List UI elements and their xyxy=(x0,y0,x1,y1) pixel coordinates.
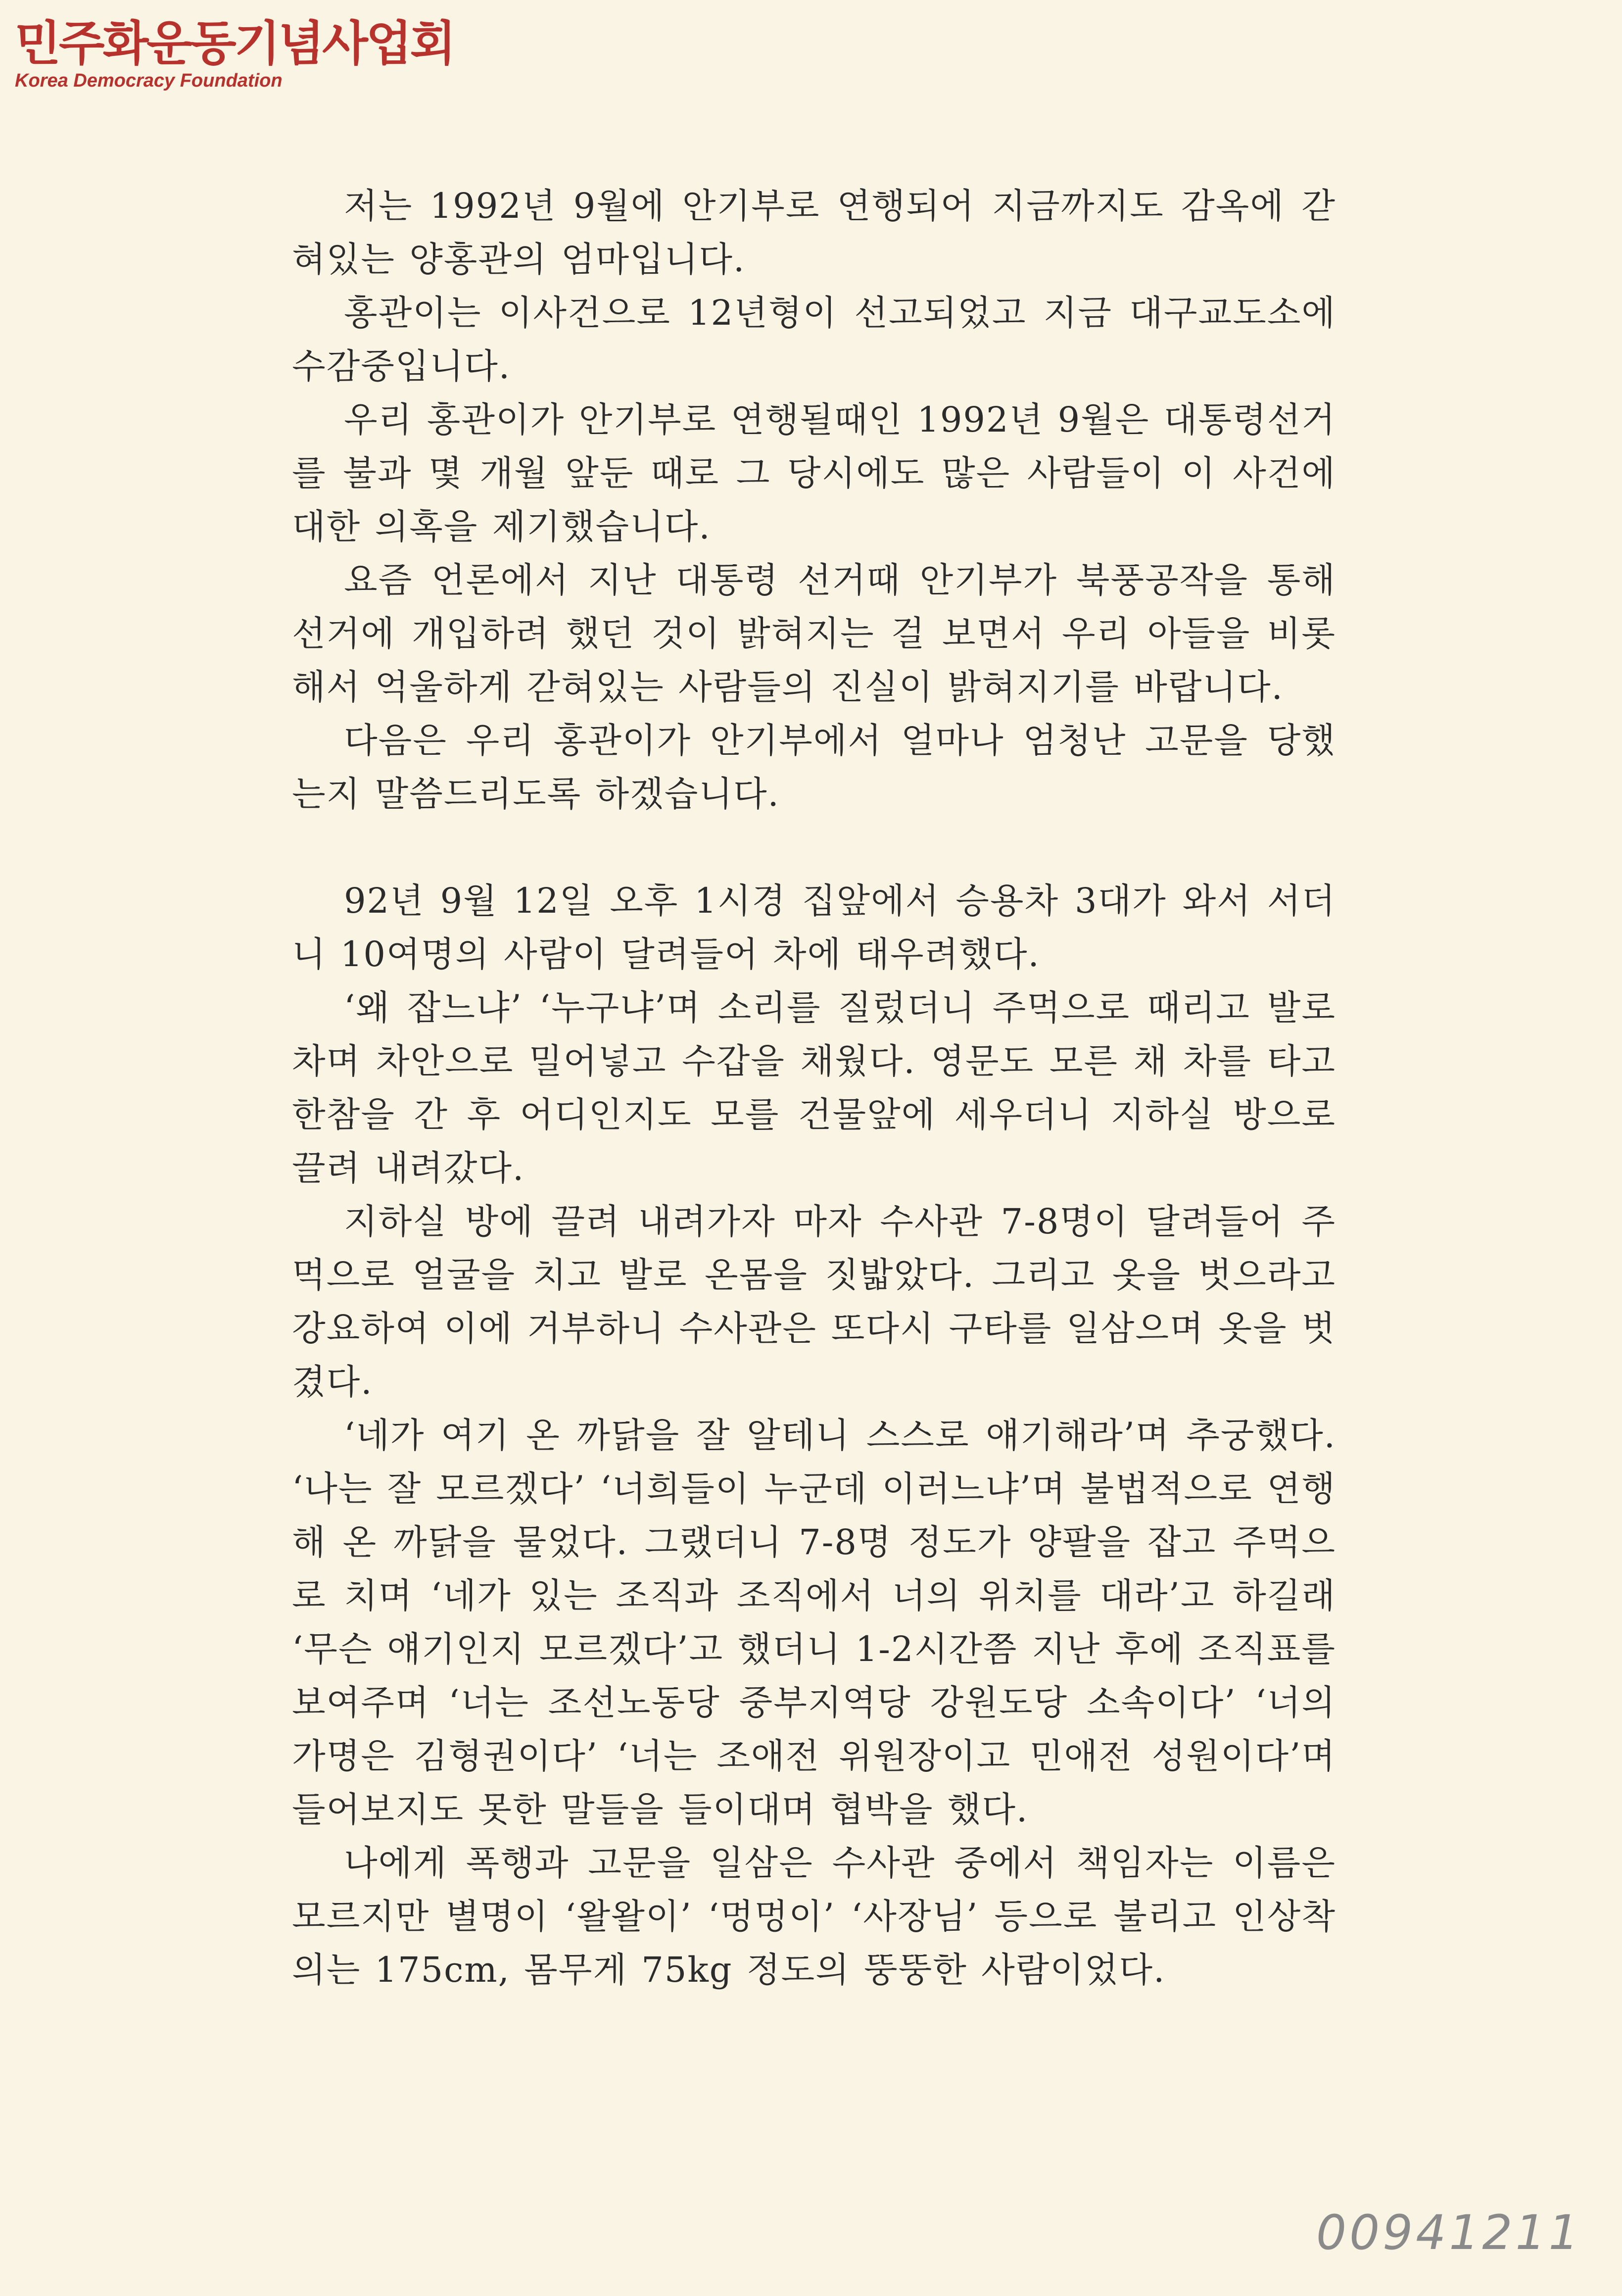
letter-paragraph: 요즘 언론에서 지난 대통령 선거때 안기부가 북풍공작을 통해 선거에 개입하려 했던 것이 밝혀지는 걸 보면서 우리 아들을 비롯해서 억울하게 갇혀있는 사람들의 진실이 밝혀지기를 바랍니다. xyxy=(292,560,1336,707)
section-gap xyxy=(292,821,1336,874)
letter-paragraph: 홍관이는 이사건으로 12년형이 선고되었고 지금 대구교도소에 수감중입니다. xyxy=(292,293,1336,387)
foundation-logo xyxy=(15,16,454,92)
letter-paragraph: 저는 1992년 9월에 안기부로 연행되어 지금까지도 감옥에 갇혀있는 양홍관의 엄마입니다. xyxy=(292,186,1336,280)
testimony-paragraph: 92년 9월 12일 오후 1시경 집앞에서 승용차 3대가 와서 서더니 10여명의 사람이 달려들어 차에 태우려했다. xyxy=(292,880,1336,975)
logo-english-text: Korea Democracy Foundation xyxy=(15,70,283,91)
testimony-paragraph: 지하실 방에 끌려 내려가자 마자 수사관 7-8명이 달려들어 주먹으로 얼굴을 치고 발로 온몸을 짓밟았다. 그리고 옷을 벗으라고 강요하여 이에 거부하니 수사관은 또다시 구타를 일삼으며 옷을 벗겼다. xyxy=(292,1201,1336,1402)
letter-paragraph: 우리 홍관이가 안기부로 연행될때인 1992년 9월은 대통령선거를 불과 몇 개월 앞둔 때로 그 당시에도 많은 사람들이 이 사건에 대한 의혹을 제기했습니다. xyxy=(292,399,1336,547)
document-number-stamp: 00941211 xyxy=(1316,2205,1582,2260)
testimony-paragraph: ‘네가 여기 온 까닭을 잘 알테니 스스로 얘기해라’며 추궁했다. ‘나는 잘 모르겠다’ ‘너희들이 누군데 이러느냐’며 불법적으로 연행해 온 까닭을 물었다. 그랬더니 7-8명 정도가 양팔을 잡고 주먹으로 치며 ‘네가 있는 조직과 조직에서 너의 위치를 대라’고 하길래 ‘무슨 얘기인지 모르겠다’고 했더니 1-2시간쯤 지난 후에 조직표를 보여주며 ‘너는 조선노동당 중부지역당 강원도당 소속이다’ ‘너의 가명은 김형권이다’ ‘너는 조애전 위원장이고 민애전 성원이다’며 들어보지도 못한 말들을 들이대며 협박을 했다. xyxy=(292,1415,1336,1830)
letter-paragraph: 다음은 우리 홍관이가 안기부에서 얼마나 엄청난 고문을 당했는지 말씀드리도록 하겠습니다. xyxy=(292,720,1336,814)
testimony-paragraph: ‘왜 잡느냐’ ‘누구냐’며 소리를 질렀더니 주먹으로 때리고 발로 차며 차안으로 밀어넣고 수갑을 채웠다. 영문도 모른 채 차를 타고 한참을 간 후 어디인지도 모를 건물앞에 세우더니 지하실 방으로 끌려 내려갔다. xyxy=(292,987,1336,1188)
logo-korean-text: 민주화운동기념사업회 xyxy=(15,16,454,71)
testimony-paragraph: 나에게 폭행과 고문을 일삼은 수사관 중에서 책임자는 이름은 모르지만 별명이 ‘왈왈이’ ‘멍멍이’ ‘사장님’ 등으로 불리고 인상착의는 175cm, 몸무게 75kg 정도의 뚱뚱한 사람이었다. xyxy=(292,1843,1336,1990)
document-body xyxy=(292,179,1336,1997)
